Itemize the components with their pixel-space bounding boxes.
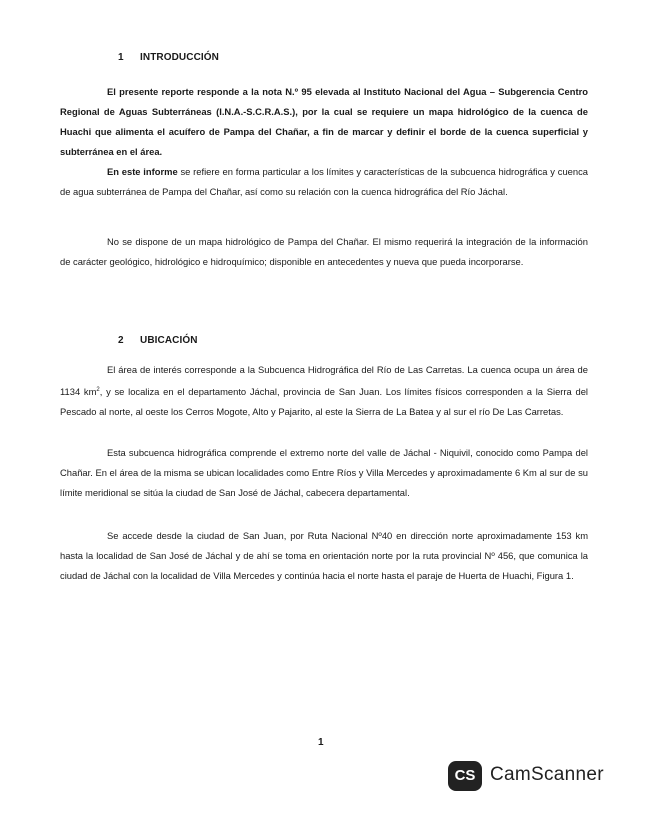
intro-paragraph-2 — [60, 162, 588, 202]
ubicacion-paragraph-2: Esta subcuenca hidrográfica comprende el extremo norte del valle de Jáchal - Niquivil, conocido como Pampa del Chañar. En el área de la misma se ubican localidades como Entre Ríos y Villa Mercedes y aproximadamente 6 Km al sur de su límite meridional se sitúa la ciudad de San José de Jáchal, cabecera departamental. — [60, 447, 588, 498]
section-heading-ubicacion — [118, 335, 198, 346]
section-heading-introduccion — [118, 52, 219, 63]
intro-paragraph-1: El presente reporte responde a la nota N.º 95 elevada al Instituto Nacional del Agua – Subgerencia Centro Regional de Aguas Subterráneas (I.N.A.-S.C.R.A.S.), por la cual se requiere un mapa hidrológico de la cuenca de Huachi que alimenta el acuífero de Pampa del Chañar, a fin de marcar y definir el borde de la cuenca superficial y subterránea en el área. — [60, 86, 588, 157]
ubicacion-paragraph-1 — [60, 360, 588, 422]
intro-paragraph-2-lead: En este informe — [107, 166, 178, 177]
section-number: 1 — [118, 52, 124, 63]
ubicacion-paragraph-1-b: , y se localiza en el departamento Jáchal, provincia de San Juan. Los límites físicos corresponden a la Sierra del Pescado al norte, al oeste los Cerros Mogote, Alto y Pajarito, al este la Sierra de La Batea y al sur el río De Las Carretas. — [60, 386, 588, 418]
page-number: 1 — [318, 737, 324, 748]
camscanner-logo-icon: CS — [448, 761, 482, 791]
intro-paragraph-2-body: se refiere en forma particular a los límites y características de la subcuenca hidrográfica y cuenca de agua subterránea de Pampa del Chañar, así como su relación con la cuenca hidrográfica del Río Jáchal. — [60, 166, 588, 197]
section-title: UBICACIÓN — [140, 335, 198, 346]
camscanner-watermark: CamScanner — [490, 764, 604, 785]
section-number: 2 — [118, 335, 124, 346]
intro-paragraph-3: No se dispone de un mapa hidrológico de Pampa del Chañar. El mismo requerirá la integración de la información de carácter geológico, hidrológico e hidroquímico; disponible en antecedentes y nueva que pueda incorporarse. — [60, 236, 588, 267]
km-superscript: 2 — [96, 387, 100, 393]
section-title: INTRODUCCIÓN — [140, 52, 219, 63]
ubicacion-paragraph-3: Se accede desde la ciudad de San Juan, por Ruta Nacional Nº40 en dirección norte aproximadamente 153 km hasta la localidad de San José de Jáchal y de ahí se toma en orientación norte por la ruta provincial Nº 456, que comunica la ciudad de Jáchal con la localidad de Villa Mercedes y continúa hacia el norte hasta el paraje de Huerta de Huachi, Figura 1. — [60, 530, 588, 581]
ubicacion-paragraph-1-a: El área de interés corresponde a la Subcuenca Hidrográfica del Río de Las Carretas. La cuenca ocupa un área de 1134 km — [60, 364, 588, 398]
